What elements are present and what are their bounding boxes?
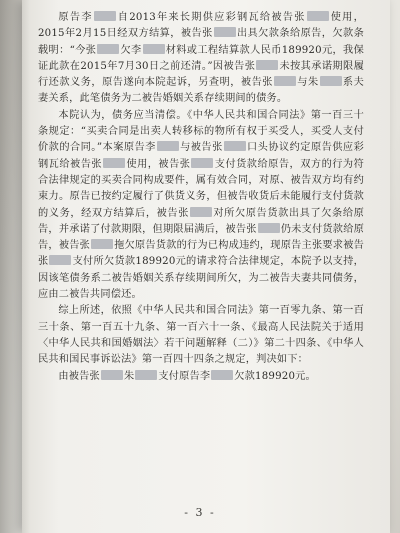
paragraph-text: 支付原告李 bbox=[158, 370, 211, 382]
redacted-name-block bbox=[214, 27, 236, 37]
redacted-name-block bbox=[211, 370, 233, 380]
redacted-name-block bbox=[191, 158, 213, 168]
paragraph-text: 出具欠款条给原告，欠款条载明：“今张 bbox=[38, 28, 364, 56]
redacted-name-block bbox=[94, 11, 116, 21]
paragraph bbox=[38, 369, 364, 385]
redacted-name-block bbox=[49, 255, 71, 265]
redacted-name-block bbox=[256, 60, 278, 70]
paragraph-text: 与被告张 bbox=[179, 142, 223, 154]
paragraph-text: 本院认为，债务应当清偿。《中华人民共和国合同法》第一百三十条规定：“买卖合同是出卖人转移标的物所有权于买受人，买受人支付价款的合同。”本案原告李 bbox=[38, 109, 364, 154]
redacted-name-block bbox=[258, 223, 280, 233]
paragraph-text: 欠李 bbox=[120, 44, 142, 56]
redacted-name-block bbox=[224, 141, 246, 151]
paragraph bbox=[38, 10, 364, 108]
paragraph-text: 使用，2015年2月15日经双方结算，被告张 bbox=[38, 12, 365, 40]
paragraph-text: 仍未支付货款给原告，被告张 bbox=[38, 223, 364, 252]
redacted-name-block bbox=[320, 76, 342, 86]
redacted-name-block bbox=[157, 141, 179, 151]
page-number: - 3 - bbox=[184, 506, 216, 519]
redacted-name-block bbox=[143, 44, 165, 54]
document-body bbox=[38, 10, 364, 385]
redacted-name-block bbox=[307, 11, 329, 21]
redacted-name-block bbox=[274, 76, 296, 86]
paragraph-text: 材料或工程结算款人民币189920元，我保证此款在2015年7月30日之前还清。”因被告张 bbox=[38, 44, 364, 72]
redacted-name-block bbox=[190, 207, 212, 217]
paragraph-text: 未按其承诺期限履行还款义务，原告遂向本院起诉，另查明，被告张 bbox=[38, 60, 364, 89]
paragraph-text: 与朱 bbox=[296, 77, 319, 89]
paragraph-text: 欠款189920元。 bbox=[234, 370, 316, 382]
paragraph-text: 自2013年来长期供应彩钢瓦给被告张 bbox=[116, 12, 306, 23]
paragraph bbox=[38, 303, 364, 368]
paragraph-text: 使用，被告张 bbox=[126, 158, 191, 170]
redacted-name-block bbox=[103, 158, 125, 168]
paragraph-text: 系夫妻关系，此笔债务为二被告婚姻关系存续期间的债务。 bbox=[38, 77, 364, 105]
paragraph-text: 拖欠原告货款的行为已构成违约，现原告主张要求被告张 bbox=[38, 240, 364, 268]
paragraph-text: 朱 bbox=[123, 370, 135, 382]
redacted-name-block bbox=[91, 239, 113, 249]
paragraph-text: 对所欠原告货款出具了欠条给原告，并承诺了付款期限，但期限届满后，被告张 bbox=[38, 207, 364, 235]
paragraph-text: 原告李 bbox=[58, 12, 93, 23]
paragraph-text: 支付货款给原告，双方的行为符合法律规定的买卖合同构成要件，属有效合同，对原、被告双方均有约束力。原告已按约定履行了供货义务，但被告收货后未能履行支付货款的义务，经双方结算后，被告张 bbox=[38, 158, 364, 219]
redacted-name-block bbox=[97, 44, 119, 54]
page-shadow bbox=[0, 0, 30, 533]
paragraph-text: 由被告张 bbox=[58, 370, 100, 382]
redacted-name-block bbox=[135, 370, 157, 380]
paragraph-text: 支付所欠货款189920元的请求符合法律规定，本院予以支持，因该笔债务系二被告婚姻关系存续期间所欠，为二被告夫妻共同债务，应由二被告共同偿还。 bbox=[38, 256, 365, 301]
redacted-name-block bbox=[101, 370, 123, 380]
paragraph-text: 口头协议约定原告供应彩钢瓦给被告张 bbox=[38, 142, 364, 170]
paragraph bbox=[38, 108, 364, 304]
paragraph-text: 综上所述，依照《中华人民共和国合同法》第一百零九条、第一百三十条、第一百五十九条、第一百六十一条、《最高人民法院关于适用〈中华人民共和国婚姻法〉若干问题解释（二）》第二十四条、《中华人民共和国民事诉讼法》第一百四十四条之规定，判决如下： bbox=[38, 305, 364, 366]
